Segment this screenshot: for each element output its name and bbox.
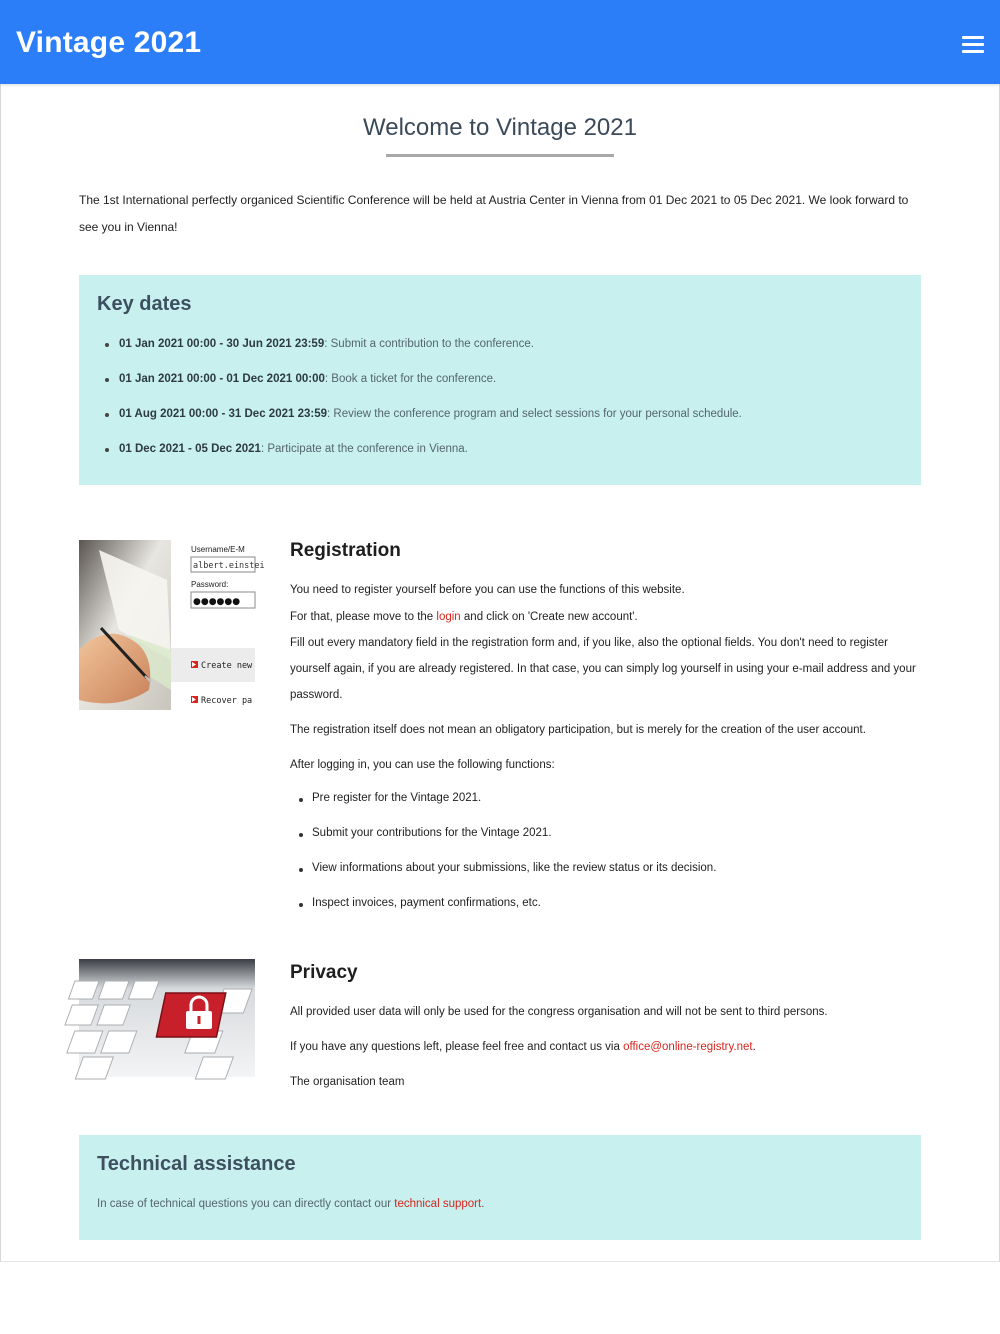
key-date-text: : Book a ticket for the conference. — [324, 373, 497, 385]
privacy-p2-pre: If you have any questions left, please feel free and contact us via — [290, 1041, 624, 1053]
tech-text-pre: In case of technical questions you can directly contact our — [97, 1198, 395, 1210]
technical-assistance-text — [97, 1198, 484, 1210]
list-item — [101, 373, 742, 408]
top-navbar — [0, 0, 1000, 84]
key-date-range: 01 Aug 2021 00:00 - 31 Dec 2021 23:59 — [119, 408, 327, 420]
key-date-range: 01 Jan 2021 00:00 - 30 Jun 2021 23:59 — [119, 338, 325, 350]
key-date-text: : Review the conference program and select sessions for your personal schedule. — [327, 408, 742, 420]
key-dates-panel — [79, 275, 921, 485]
list-item: View informations about your submissions, like the review status or its decision. — [290, 862, 716, 897]
mock-create-label: Create new — [201, 661, 253, 671]
list-item — [101, 408, 742, 443]
key-dates-list — [101, 338, 742, 478]
title-divider — [386, 154, 614, 157]
office-email-link[interactable]: office@online-registry.net — [623, 1041, 753, 1053]
privacy-p2 — [290, 1041, 920, 1053]
registration-illustration — [79, 540, 265, 710]
hamburger-menu-icon[interactable] — [962, 36, 984, 54]
technical-support-link[interactable]: technical support — [394, 1198, 482, 1210]
registration-p2 — [290, 611, 920, 623]
privacy-title: Privacy — [290, 962, 358, 983]
registration-image — [79, 540, 265, 710]
list-item: Inspect invoices, payment confirmations, etc. — [290, 897, 716, 932]
functions-list — [290, 792, 716, 932]
intro-text: The 1st International perfectly organiced Scientific Conference will be held at Austria Center in Vienna from 01 Dec 2021 to 05 Dec 2021. We look forward to see you in Vienna! — [79, 193, 909, 234]
registration-p2-pre: For that, please move to the — [290, 611, 437, 623]
technical-assistance-title: Technical assistance — [97, 1153, 296, 1175]
key-date-range: 01 Jan 2021 00:00 - 01 Dec 2021 00:00 — [119, 373, 325, 385]
brand-title[interactable]: Vintage 2021 — [16, 26, 202, 59]
registration-p2-post: and click on 'Create new account'. — [460, 611, 638, 623]
privacy-p1: All provided user data will only be used for the congress organisation and will not be sent to third persons. — [290, 1006, 828, 1018]
key-dates-title: Key dates — [97, 293, 192, 315]
key-date-text: : Submit a contribution to the conference. — [324, 338, 534, 350]
mock-password-value: ●●●●●● — [193, 597, 241, 607]
key-date-range: 01 Dec 2021 - 05 Dec 2021 — [119, 443, 261, 455]
page-title: Welcome to Vintage 2021 — [363, 114, 637, 141]
login-link[interactable]: login — [436, 611, 461, 623]
mock-username-value: albert.einstei — [193, 561, 265, 571]
list-item — [101, 443, 742, 478]
mock-password-label: Password: — [191, 580, 229, 589]
registration-p4: The registration itself does not mean an obligatory participation, but is merely for the creation of the user account. — [290, 724, 866, 736]
privacy-image — [79, 959, 255, 1077]
registration-p5: After logging in, you can use the following functions: — [290, 759, 555, 771]
technical-assistance-panel — [79, 1135, 921, 1240]
list-item: Pre register for the Vintage 2021. — [290, 792, 716, 827]
registration-p3: Fill out every mandatory field in the registration form and, if you like, also the optional fields. You don't need to register yourself again, if you are already registered. In that case, you can simply log yourself in using your e-mail address and your password. — [290, 637, 916, 701]
key-date-text: : Participate at the conference in Vienna. — [260, 443, 468, 455]
registration-title: Registration — [290, 540, 401, 561]
privacy-illustration — [79, 959, 255, 1077]
list-item — [101, 338, 742, 373]
privacy-p2-post: . — [752, 1041, 756, 1053]
list-item: Submit your contributions for the Vintage 2021. — [290, 827, 716, 862]
registration-p1: You need to register yourself before you can use the functions of this website. — [290, 584, 685, 596]
tech-text-post: . — [481, 1198, 485, 1210]
mock-username-label: Username/E-M — [191, 545, 245, 554]
privacy-p3: The organisation team — [290, 1076, 405, 1088]
mock-recover-label: Recover pa — [201, 696, 253, 706]
